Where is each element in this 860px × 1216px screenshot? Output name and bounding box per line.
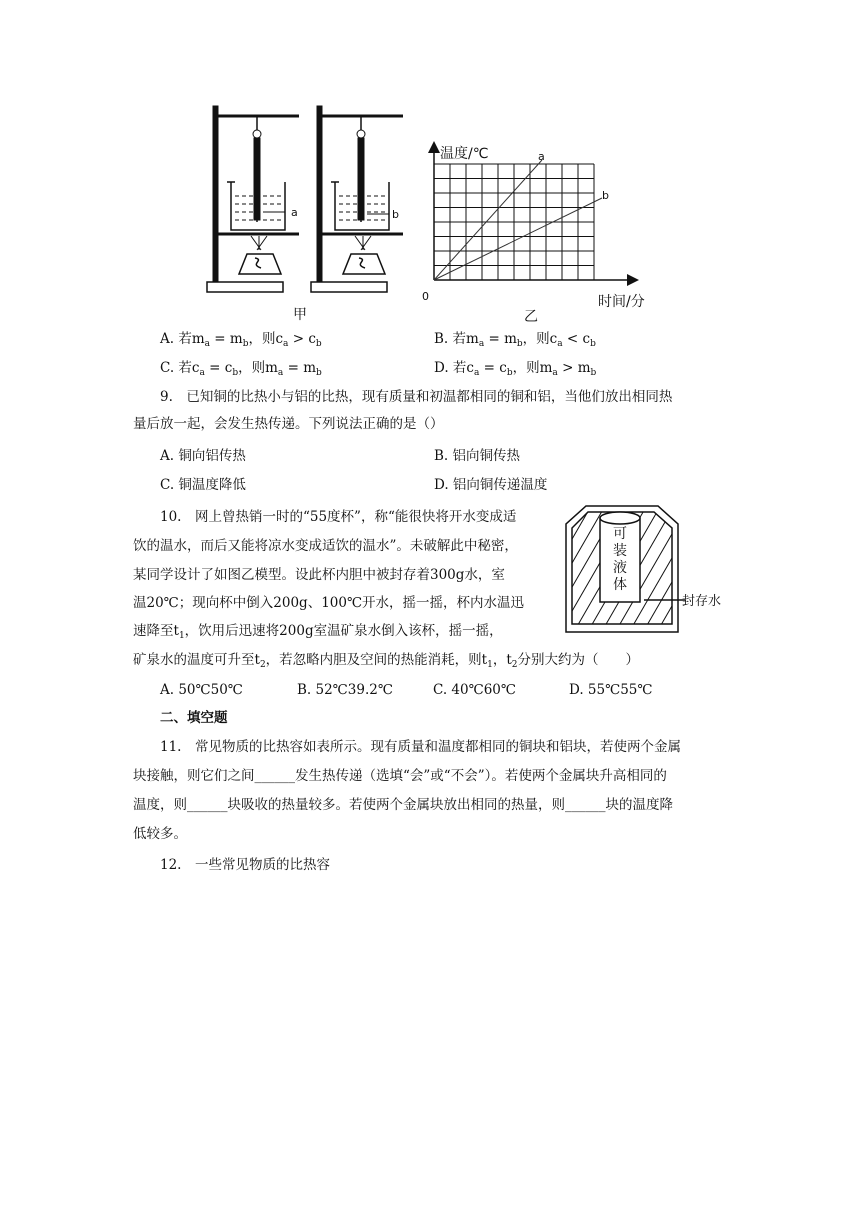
q9-line-1: 9. 已知铜的比热小与铝的比热，现有质量和初温都相同的铜和铝，当他们放出相同热 [160, 389, 673, 405]
line-b-label: b [602, 189, 609, 202]
q11-line-3: 温度，则______块吸收的热量较多。若使两个金属块放出相同的热量，则______块的温度降 [133, 797, 673, 813]
q10-option-c: C. 40℃60℃ [433, 682, 516, 698]
cup-figure [564, 504, 740, 636]
section-title: 二、填空题 [160, 710, 228, 726]
q10-line-3: 某同学设计了如图乙模型。设此杯内胆中被封存着300g水，室 [133, 567, 505, 583]
line-a-label: a [538, 150, 545, 163]
q9-option-a: A. 铜向铝传热 [160, 448, 246, 464]
q12-line-1: 12. 一些常见物质的比热容 [160, 857, 330, 873]
q11-line-1: 11. 常见物质的比热容如表所示。现有质量和温度都相同的铜块和铝块，若使两个金属 [160, 739, 681, 755]
q8-option-a: A. 若$m_a = m_b$，则$c_a > c_b$ [160, 331, 322, 349]
q9-option-c: C. 铜温度降低 [160, 477, 246, 493]
q11-line-4: 低较多。 [133, 826, 187, 842]
setup-a [207, 106, 299, 292]
heating-apparatus-figure [205, 104, 420, 300]
q8-option-b: B. 若$m_a = m_b$，则$c_a < c_b$ [434, 331, 596, 349]
q8-option-c: C. 若$c_a = c_b$，则$m_a = m_b$ [160, 360, 322, 378]
y-axis-label: 温度/℃ [440, 146, 489, 162]
beaker-a-label: a [291, 206, 298, 219]
q9-line-2: 量后放一起，会发生热传递。下列说法正确的是（） [133, 416, 444, 432]
q10-option-a: A. 50℃50℃ [160, 682, 243, 698]
q10-option-d: D. 55℃55℃ [569, 682, 653, 698]
q10-line-4: 温20℃；现向杯中倒入200g、100℃开水，摇一摇，杯内水温迅 [133, 595, 525, 611]
temperature-graph [418, 138, 658, 310]
beaker-b-label: b [392, 208, 399, 221]
figure-jia-label: 甲 [293, 307, 307, 323]
q8-option-d: D. 若$c_a = c_b$，则$m_a > m_b$ [434, 360, 597, 378]
q10-line-5: 速降至$t_1$，饮用后迅速将200g室温矿泉水倒入该杯，摇一摇， [133, 623, 503, 641]
q10-option-b: B. 52℃39.2℃ [297, 682, 393, 698]
inner-liquid-label: 可装液体 [613, 526, 627, 593]
graph-grid [434, 164, 594, 280]
q10-line-6: 矿泉水的温度可升至$t_2$，若忽略内胆及空间的热能消耗，则$t_1$，$t_2$分别大约为（ ） [133, 652, 640, 670]
q9-option-b: B. 铝向铜传热 [434, 448, 521, 464]
origin-label: 0 [422, 290, 429, 303]
q10-line-2: 饮的温水，而后又能将凉水变成适饮的温水”。未破解此中秘密， [133, 538, 518, 554]
figure-yi-label: 乙 [524, 309, 538, 325]
line-b [434, 198, 602, 280]
q9-option-d: D. 铝向铜传递温度 [434, 477, 548, 493]
q10-line-1: 10. 网上曾热销一时的“55度杯”，称“能很快将开水变成适 [160, 509, 517, 525]
q11-line-2: 块接触，则它们之间______发生热传递（选填“会”或“不会”）。若使两个金属块升高相同的 [133, 768, 667, 784]
x-axis-label: 时间/分 [598, 294, 645, 310]
sealed-water-label: 封存水 [682, 594, 722, 609]
setup-b [311, 106, 403, 292]
